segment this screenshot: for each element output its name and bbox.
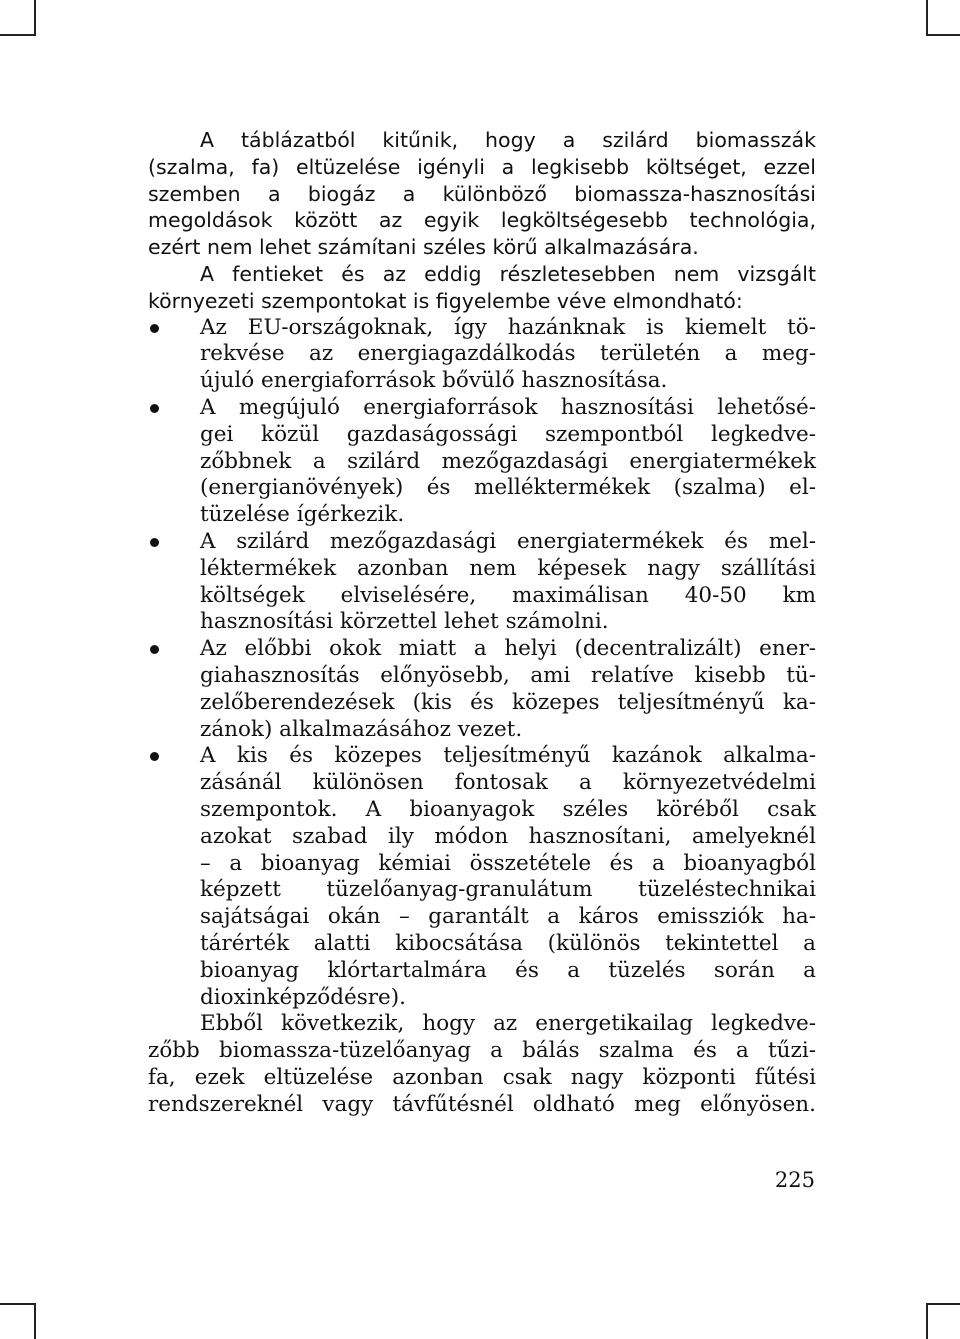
text-line: képzett tüzelőanyag-granulátum tüzeléstechnikai — [200, 877, 816, 903]
bullet-icon — [150, 752, 159, 761]
text-line: zánok) alkalmazásához vezet. — [200, 716, 523, 742]
crop-mark-bottom-right-v — [926, 1303, 928, 1339]
text-line: szemben a biogáz a különböző biomassza-hasznosítási — [148, 181, 816, 206]
crop-mark-top-right-v — [926, 0, 928, 36]
text-line: ezért nem lehet számítani széles körű alkalmazására. — [148, 235, 699, 260]
text-line: költségek elviselésére, maximálisan 40-50 km — [200, 582, 816, 608]
text-line: A fentieket és az eddig részletesebben nem vizsgált — [200, 261, 816, 286]
bullet-item — [148, 315, 816, 395]
text-line: környezeti szempontokat is figyelembe véve elmondható: — [148, 288, 743, 313]
crop-mark-top-left-h — [0, 34, 36, 36]
text-line: rendszereknél vagy távfűtésnél oldható meg előnyösen. — [148, 1091, 816, 1117]
text-line: zelőberendezések (kis és közepes teljesítményű ka- — [200, 689, 816, 715]
paragraph-2 — [148, 261, 816, 315]
crop-mark-top-right-h — [926, 34, 960, 36]
bullet-item — [148, 529, 816, 636]
text-line: A szilárd mezőgazdasági energiatermékek és mel- — [200, 528, 816, 554]
text-line: sajátságai okán – garantált a káros emissziók ha- — [200, 904, 816, 930]
bullet-icon — [150, 538, 159, 547]
text-line: léktermékek azonban nem képesek nagy szállítási — [200, 555, 816, 581]
text-line: bioanyag klórtartalmára és a tüzelés során a — [200, 957, 816, 983]
text-line: tüzelése ígérkezik. — [200, 502, 405, 528]
bullet-item — [148, 743, 816, 1011]
text-line: újuló energiaforrások bővülő hasznosítása. — [200, 368, 668, 394]
text-line: azokat szabad ily módon hasznosítani, amelyeknél — [200, 823, 816, 849]
paragraph-3 — [148, 1011, 816, 1118]
bullet-icon — [150, 324, 159, 333]
text-line: tárérték alatti kibocsátása (különös tekintettel a — [200, 930, 816, 956]
text-line: Az előbbi okok miatt a helyi (decentralizált) ener- — [200, 636, 816, 662]
text-line: Ebből következik, hogy az energetikailag legkedve- — [200, 1011, 816, 1037]
text-line: zőbb biomassza-tüzelőanyag a bálás szalma és a tűzi- — [148, 1038, 816, 1064]
text-line: rekvése az energiagazdálkodás területén a meg- — [200, 341, 816, 367]
text-line: A táblázatból kitűnik, hogy a szilárd biomasszák — [200, 128, 816, 152]
text-line: fa, ezek eltüzelése azonban csak nagy központi fűtési — [148, 1064, 816, 1090]
text-line: A megújuló energiaforrások hasznosítási lehetősé- — [200, 394, 816, 420]
crop-mark-bottom-left-h — [0, 1303, 36, 1305]
text-line: megoldások között az egyik legköltségesebb technológia, — [148, 208, 816, 233]
bullet-item — [148, 395, 816, 529]
text-line: (energianövények) és melléktermékek (szalma) el- — [200, 475, 816, 501]
page-number: 225 — [774, 1168, 815, 1192]
bullet-icon — [150, 404, 159, 413]
text-line: (szalma, fa) eltüzelése igényli a legkisebb költséget, ezzel — [148, 154, 816, 179]
text-line: dioxinképződésre). — [200, 984, 406, 1010]
text-line: giahasznosítás előnyösebb, ami relatíve kisebb tü- — [200, 662, 816, 688]
paragraph-1 — [148, 127, 816, 261]
crop-mark-bottom-left-v — [34, 1303, 36, 1339]
text-line: szempontok. A bioanyagok széles köréből csak — [200, 796, 816, 822]
bullet-icon — [150, 645, 159, 654]
text-line: zásánál különösen fontosak a környezetvédelmi — [200, 770, 816, 796]
text-line: zőbbnek a szilárd mezőgazdasági energiatermékek — [200, 448, 816, 474]
text-line: Az EU-országoknak, így hazánknak is kiemelt tö- — [200, 314, 816, 340]
bullet-item — [148, 636, 816, 743]
text-line: – a bioanyag kémiai összetétele és a bioanyagból — [200, 850, 816, 876]
text-line: hasznosítási körzettel lehet számolni. — [200, 609, 609, 635]
page-body — [148, 127, 816, 1118]
crop-mark-top-left-v — [34, 0, 36, 36]
crop-mark-bottom-right-h — [926, 1303, 960, 1305]
text-line: gei közül gazdaságossági szempontból legkedve- — [200, 421, 816, 447]
text-line: A kis és közepes teljesítményű kazánok alkalma- — [200, 743, 816, 769]
